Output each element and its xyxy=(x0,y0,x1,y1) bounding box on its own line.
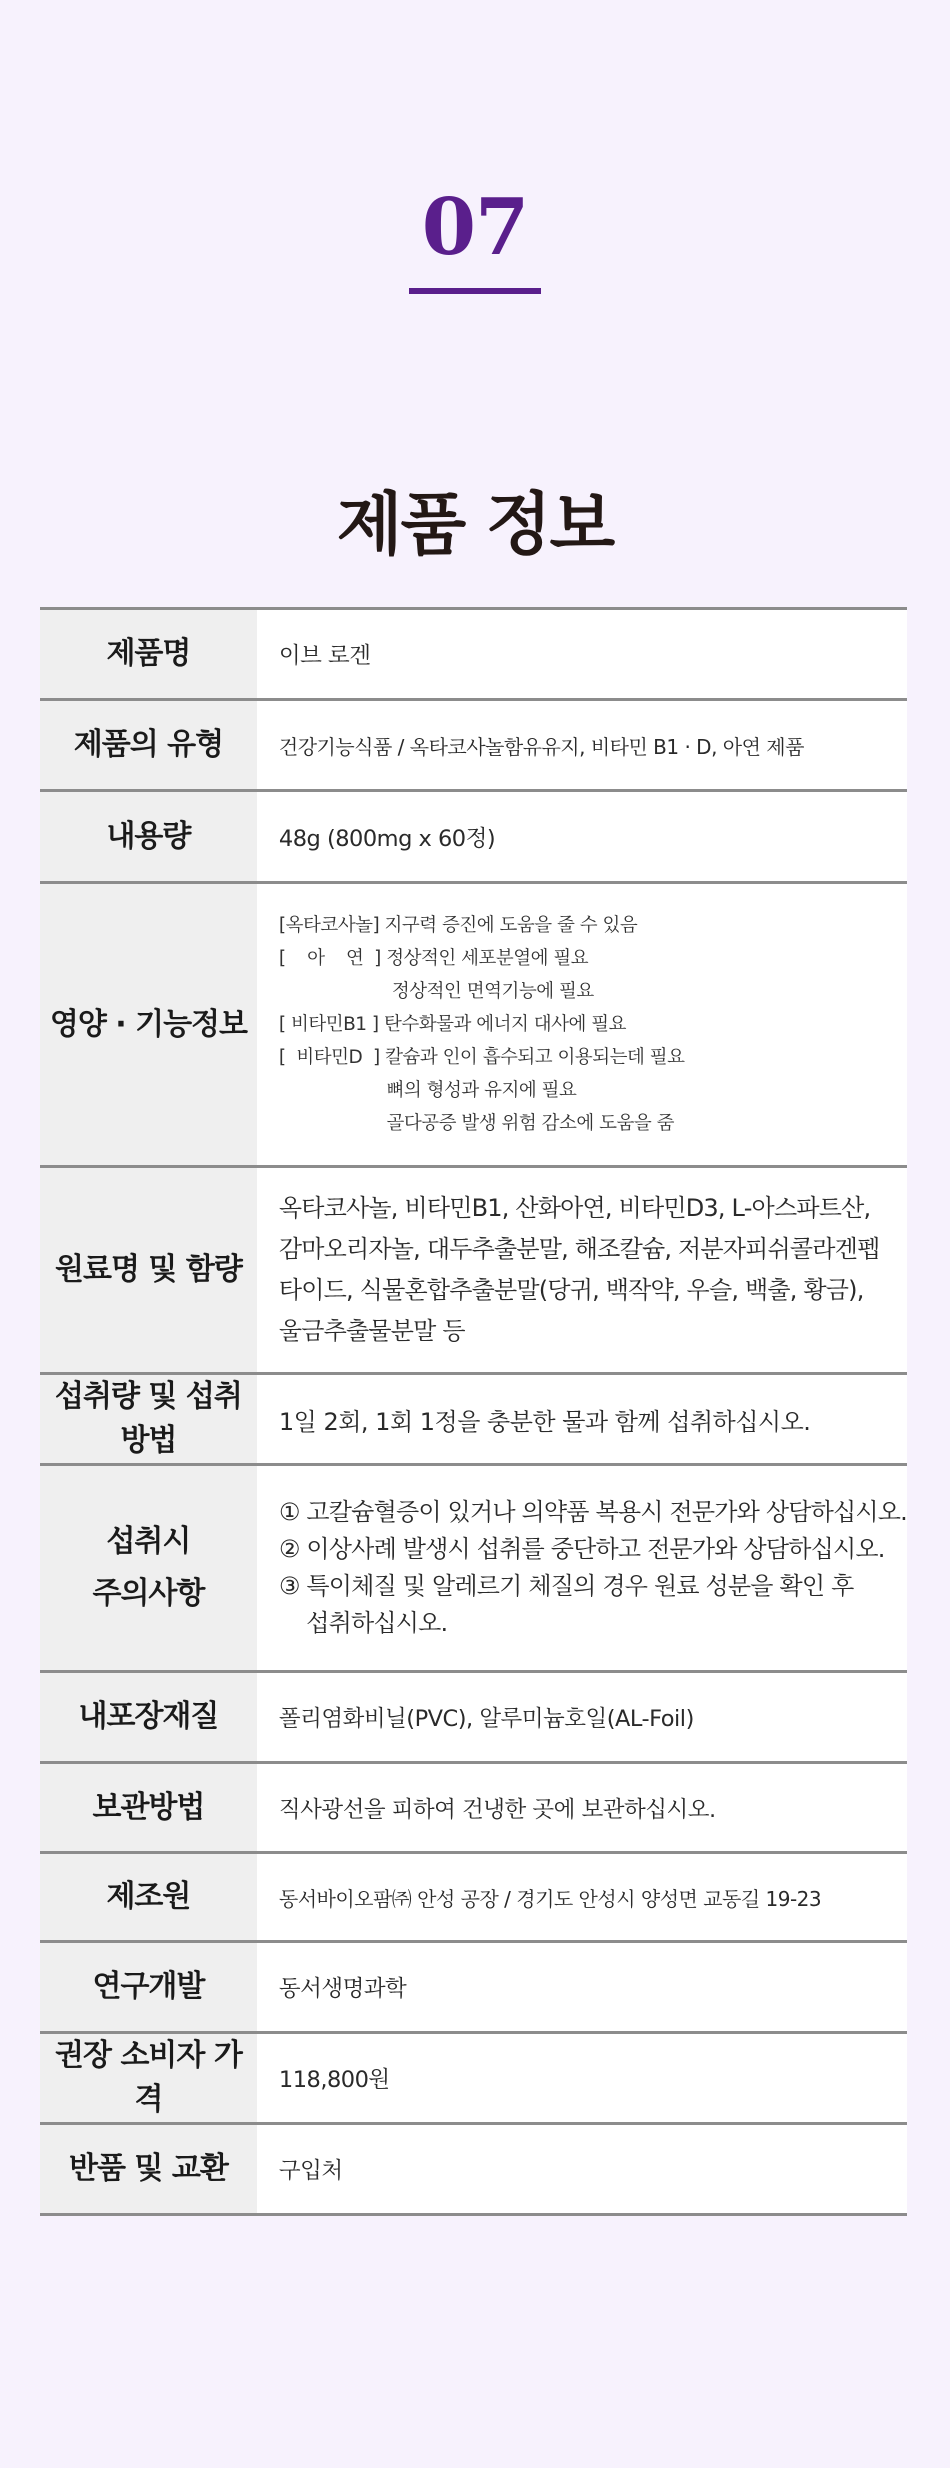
ingredient-line: 타이드, 식물혼합추출분말(당귀, 백작약, 우슬, 백출, 황금), xyxy=(278,1276,864,1304)
row-label-line: 주의사항 xyxy=(92,1576,205,1611)
table-row-ingredients xyxy=(40,1167,907,1374)
table-row-net-content xyxy=(40,791,907,883)
product-info-table xyxy=(40,607,907,2216)
row-value: 이브 로겐 xyxy=(257,609,907,700)
ingredient-line: 울금추출물분말 등 xyxy=(278,1317,465,1345)
row-label: 영양 · 기능정보 xyxy=(40,883,257,1167)
ingredient-line: 옥타코사놀, 비타민B1, 산화아연, 비타민D3, L-아스파트산, xyxy=(278,1194,871,1222)
table-row-intake-method xyxy=(40,1374,907,1465)
row-value: 동서바이오팜㈜ 안성 공장 / 경기도 안성시 양성면 교동길 19-23 xyxy=(257,1853,907,1942)
row-label: 내포장재질 xyxy=(40,1672,257,1763)
row-label: 보관방법 xyxy=(40,1763,257,1853)
table-row-manufacturer xyxy=(40,1853,907,1942)
row-label: 제조원 xyxy=(40,1853,257,1942)
section-number: 07 xyxy=(421,182,529,273)
nutrition-line: [ 비타민B1 ] 탄수화물과 에너지 대사에 필요 xyxy=(278,1014,626,1035)
row-label: 반품 및 교환 xyxy=(40,2124,257,2215)
row-value: 구입처 xyxy=(257,2124,907,2215)
row-label: 원료명 및 함량 xyxy=(40,1167,257,1374)
row-label xyxy=(40,1465,257,1672)
row-value: 1일 2회, 1회 1정을 충분한 물과 함께 섭취하십시오. xyxy=(257,1374,907,1465)
row-value xyxy=(257,883,907,1167)
caution-line: 섭취하십시오. xyxy=(278,1609,448,1637)
table-row-research xyxy=(40,1942,907,2033)
nutrition-line: 정상적인 면역기능에 필요 xyxy=(278,981,594,1002)
table-row-packaging xyxy=(40,1672,907,1763)
nutrition-line: [ 아 연 ] 정상적인 세포분열에 필요 xyxy=(278,948,589,969)
table-row-returns xyxy=(40,2124,907,2215)
table-row-product-type xyxy=(40,700,907,791)
page-title: 제품 정보 xyxy=(336,486,614,565)
ingredient-line: 감마오리자놀, 대두추출분말, 해조칼슘, 저분자피쉬콜라겐펩 xyxy=(278,1235,880,1263)
row-value: 118,800원 xyxy=(257,2033,907,2124)
row-value: 건강기능식품 / 옥타코사놀함유유지, 비타민 B1 · D, 아연 제품 xyxy=(257,700,907,791)
nutrition-line: [ 비타민D ] 칼슘과 인이 흡수되고 이용되는데 필요 xyxy=(278,1047,685,1068)
row-value xyxy=(257,1167,907,1374)
caution-line: ② 이상사례 발생시 섭취를 중단하고 전문가와 상담하십시오. xyxy=(278,1535,885,1563)
caution-line: ① 고칼슘혈증이 있거나 의약품 복용시 전문가와 상담하십시오. xyxy=(278,1498,907,1526)
row-label: 제품의 유형 xyxy=(40,700,257,791)
table-row-product-name xyxy=(40,609,907,700)
table-row-cautions xyxy=(40,1465,907,1672)
row-label: 연구개발 xyxy=(40,1942,257,2033)
table-row-price xyxy=(40,2033,907,2124)
caution-line: ③ 특이체질 및 알레르기 체질의 경우 원료 성분을 확인 후 xyxy=(278,1572,854,1600)
nutrition-line: 뼈의 형성과 유지에 필요 xyxy=(278,1080,577,1101)
row-label: 내용량 xyxy=(40,791,257,883)
row-value: 동서생명과학 xyxy=(257,1942,907,2033)
row-value: 48g (800mg x 60정) xyxy=(257,791,907,883)
caution-lines xyxy=(279,1494,907,1642)
row-value: 직사광선을 피하여 건냉한 곳에 보관하십시오. xyxy=(257,1763,907,1853)
nutrition-line: [옥타코사놀] 지구력 증진에 도움을 줄 수 있음 xyxy=(278,915,638,936)
nutrition-line: 골다공증 발생 위험 감소에 도움을 줌 xyxy=(278,1113,674,1134)
ingredient-lines xyxy=(279,1188,907,1352)
row-label: 권장 소비자 가격 xyxy=(40,2033,257,2124)
row-value: 폴리염화비닐(PVC), 알루미늄호일(AL-Foil) xyxy=(257,1672,907,1763)
row-label-line: 섭취시 xyxy=(106,1524,191,1559)
row-label: 섭취량 및 섭취방법 xyxy=(40,1374,257,1465)
table-row-storage xyxy=(40,1763,907,1853)
section-underline xyxy=(409,288,541,294)
table-row-nutrition-info xyxy=(40,883,907,1167)
row-label: 제품명 xyxy=(40,609,257,700)
nutrition-lines xyxy=(279,909,907,1140)
row-value xyxy=(257,1465,907,1672)
